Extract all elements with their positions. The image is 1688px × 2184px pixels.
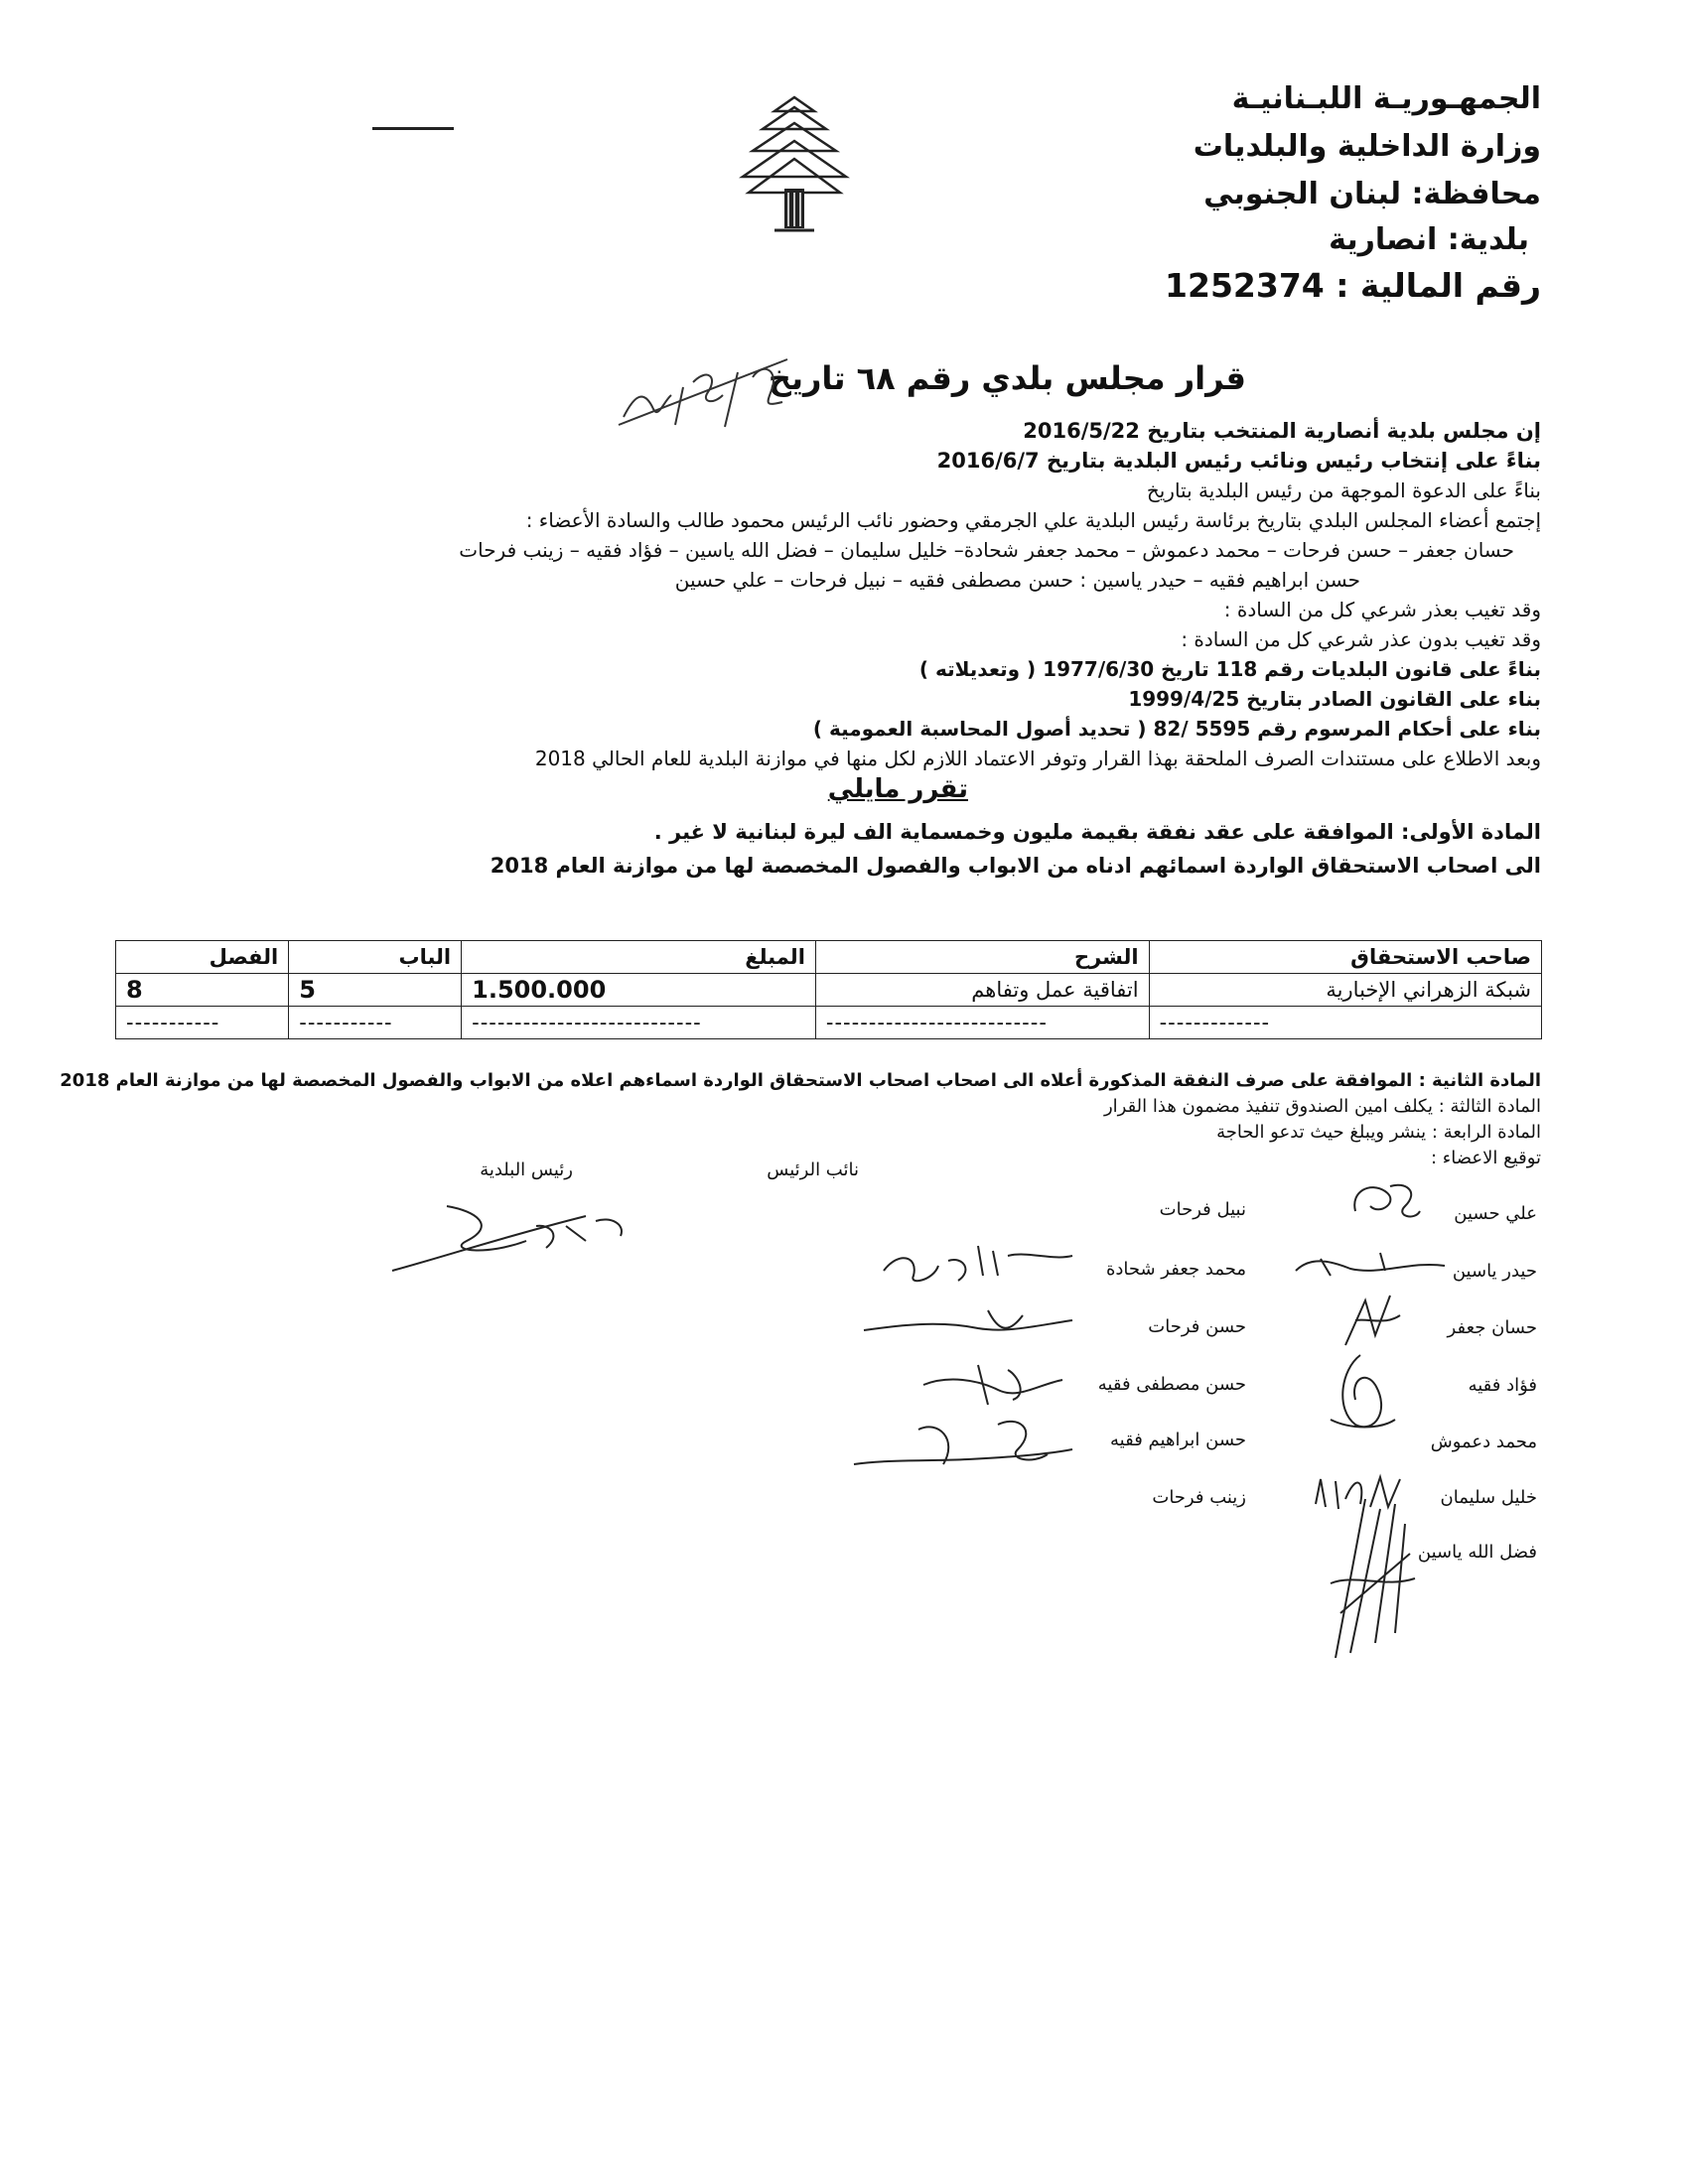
signatures-heading: توقيع الاعضاء :	[1431, 1148, 1541, 1168]
signature-icon	[918, 1355, 1067, 1410]
preamble-line: إن مجلس بلدية أنصارية المنتخب بتاريخ 2016/5/22	[1023, 419, 1541, 443]
signature-icon	[1291, 1241, 1450, 1286]
preamble-line: بناء على القانون الصادر بتاريخ 1999/4/25	[1128, 687, 1541, 711]
preamble-line: بناءً على إنتخاب رئيس ونائب رئيس البلدية بتاريخ 2016/6/7	[936, 449, 1541, 473]
table-cell: 5	[289, 974, 462, 1007]
dash-mark	[372, 127, 454, 130]
republic-heading: الجمهـوريـة اللبـنانيـة	[1231, 81, 1541, 116]
signature-icon	[849, 1410, 1077, 1494]
decides-heading: تقرر مايلي	[827, 774, 968, 804]
table-cell: --------------------------	[815, 1007, 1149, 1039]
member-name: خليل سليمان	[1440, 1487, 1537, 1508]
table-cell: 1.500.000	[462, 974, 816, 1007]
article-three: المادة الثالثة : يكلف امين الصندوق تنفيذ مضمون هذا القرار	[1103, 1096, 1541, 1117]
preamble-line: بناءً على قانون البلديات رقم 118 تاريخ 1977/6/30 ( وتعديلاته )	[918, 657, 1541, 681]
members-line: حسان جعفر – حسن فرحات – محمد دعموش – محمد جعفر شحادة– خليل سليمان – فضل الله ياسين – فؤاد فقيه – زينب فرحات	[459, 538, 1514, 562]
column-header: المبلغ	[462, 941, 816, 974]
column-header: صاحب الاستحقاق	[1149, 941, 1541, 974]
signature-icon	[1336, 1291, 1405, 1350]
member-name: زينب فرحات	[1152, 1487, 1246, 1508]
member-name: فضل الله ياسين	[1417, 1542, 1537, 1563]
column-header: الشرح	[815, 941, 1149, 974]
column-header: الفصل	[116, 941, 289, 974]
cedar-emblem-icon	[735, 89, 854, 238]
decision-title: قرار مجلس بلدي رقم ٦٨ تاريخ	[768, 359, 1246, 397]
table-cell: -----------	[289, 1007, 462, 1039]
table-cell: 8	[116, 974, 289, 1007]
preamble-line: وقد تغيب بعذر شرعي كل من السادة :	[1223, 598, 1541, 621]
preamble-line: إجتمع أعضاء المجلس البلدي بتاريخ برئاسة رئيس البلدية علي الجرمقي وحضور نائب الرئيس محمود طالب والسادة الأعضاء :	[525, 508, 1541, 532]
preamble-line: وبعد الاطلاع على مستندات الصرف الملحقة بهذا القرار وتوفر الاعتماد اللازم لكل منها في موازنة البلدية للعام الحالي 2018	[534, 747, 1541, 770]
article-one-detail: الى اصحاب الاستحقاق الواردة اسمائهم ادناه من الابواب والفصول المخصصة لها من موازنة العام 2018	[490, 854, 1541, 878]
table-cell: -----------	[116, 1007, 289, 1039]
member-name: حسن مصطفى فقيه	[1097, 1374, 1246, 1395]
table-row	[116, 974, 1542, 1007]
preamble-line: بناءً على الدعوة الموجهة من رئيس البلدية بتاريخ	[1146, 478, 1541, 502]
member-name: محمد دعموش	[1430, 1432, 1537, 1452]
ministry-heading: وزارة الداخلية والبلديات	[1193, 129, 1541, 164]
member-name: نبيل فرحات	[1159, 1199, 1246, 1220]
governorate-heading: محافظة: لبنان الجنوبي	[1203, 177, 1541, 211]
handwritten-date-icon	[614, 347, 792, 432]
member-name: حسن ابراهيم فقيه	[1110, 1430, 1246, 1450]
article-four: المادة الرابعة : ينشر ويبلغ حيث تدعو الحاجة	[1216, 1122, 1541, 1143]
preamble-line: وقد تغيب بدون عذر شرعي كل من السادة :	[1181, 627, 1541, 651]
member-name: حيدر ياسين	[1452, 1261, 1537, 1282]
deputy-label: نائب الرئيس	[767, 1160, 859, 1180]
mayor-label: رئيس البلدية	[480, 1160, 573, 1180]
article-two: المادة الثانية : الموافقة على صرف النفقة المذكورة أعلاه الى اصحاب اصحاب الاستحقاق الواردة اسماءهم اعلاه من الابواب والفصول المخصصة لها من موازنة العام 2018	[60, 1070, 1541, 1091]
member-name: محمد جعفر شحادة	[1105, 1259, 1246, 1280]
signature-icon	[859, 1300, 1077, 1350]
member-name: حسن فرحات	[1148, 1316, 1246, 1337]
members-line: حسن ابراهيم فقيه – حيدر ياسين : حسن مصطفى فقيه – نبيل فرحات – علي حسين	[674, 568, 1360, 592]
table-header-row	[116, 941, 1542, 974]
table-cell: اتفاقية عمل وتفاهم	[815, 974, 1149, 1007]
signature-icon	[1326, 1494, 1420, 1663]
preamble-line: بناء على أحكام المرسوم رقم 5595 /82 ( تحديد أصول المحاسبة العمومية )	[812, 717, 1541, 741]
mayor-signature-icon	[387, 1186, 635, 1276]
table-row	[116, 1007, 1542, 1039]
municipality-heading: بلدية: انصارية	[1329, 222, 1529, 257]
signature-icon	[879, 1236, 1077, 1296]
table-cell: ---------------------------	[462, 1007, 816, 1039]
table-cell: شبكة الزهراني الإخبارية	[1149, 974, 1541, 1007]
finance-number: رقم المالية : 1252374	[1165, 266, 1541, 305]
column-header: الباب	[289, 941, 462, 974]
signature-icon	[1345, 1171, 1425, 1226]
article-one: المادة الأولى: الموافقة على عقد نفقة بقيمة مليون وخمسماية الف ليرة لبنانية لا غير .	[653, 820, 1541, 844]
member-name: حسان جعفر	[1447, 1317, 1537, 1338]
member-name: فؤاد فقيه	[1468, 1375, 1537, 1396]
expense-table	[115, 940, 1542, 1039]
member-name: علي حسين	[1454, 1203, 1537, 1224]
table-cell: -------------	[1149, 1007, 1541, 1039]
signature-icon	[1321, 1350, 1400, 1434]
